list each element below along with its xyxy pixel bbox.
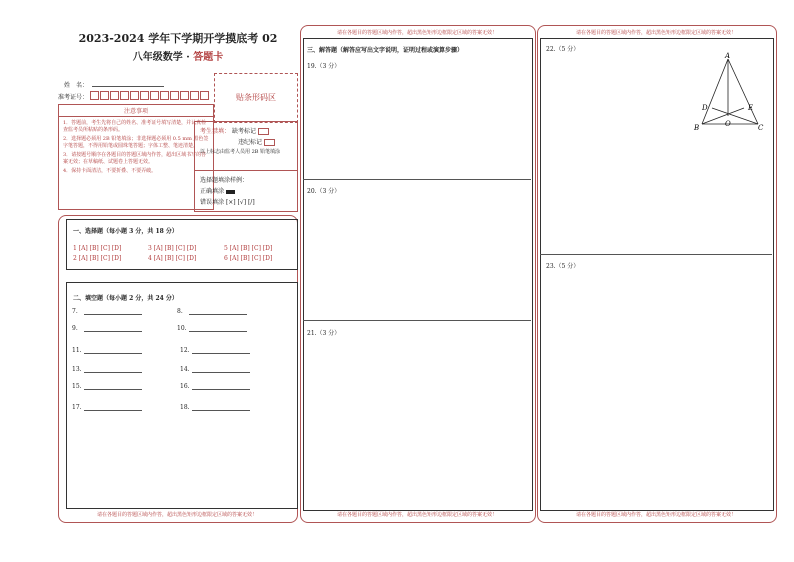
divider-19-20 bbox=[303, 179, 531, 180]
violation-label: 违纪标记 bbox=[238, 139, 263, 146]
absent-note: 以上标志由监考人员用 2B 铅笔填涂 bbox=[200, 149, 281, 155]
exam-number-cell[interactable] bbox=[110, 91, 119, 100]
section2-title: 二、填空题（每小题 2 分，共 24 分） bbox=[73, 295, 178, 302]
notice-right-top: 请在各题目的答题区域内作答，超出黑色矩形边框限定区域的答案无效！ bbox=[575, 30, 736, 36]
exam-number-cell[interactable] bbox=[130, 91, 139, 100]
blank-10[interactable] bbox=[189, 331, 247, 332]
notice-middle-bottom: 请在各题目的答题区域内作答，超出黑色矩形边框限定区域的答案无效！ bbox=[336, 512, 497, 518]
blank-7[interactable] bbox=[84, 314, 142, 315]
blank-9[interactable] bbox=[84, 331, 142, 332]
choice-row-2-col-3[interactable]: 6 [A] [B] [C] [D] bbox=[224, 255, 273, 262]
note-item-2: 2．选择题必须用 2B 铅笔填涂；非选择题必须用 0.5 mm 黑色签字笔答题，不得用铅笔或圆珠笔答题；字体工整、笔迹清楚。 bbox=[63, 136, 209, 149]
notes-heading: 注意事项 bbox=[59, 105, 213, 117]
barcode-area bbox=[214, 73, 298, 123]
subject-label: 八年级数学 bbox=[132, 52, 183, 63]
segment-be bbox=[702, 108, 744, 124]
exam-number-cell[interactable] bbox=[180, 91, 189, 100]
fill-sample-label: 选择题填涂样例： bbox=[200, 177, 249, 184]
notes-box bbox=[58, 104, 214, 210]
segment-ac bbox=[728, 59, 758, 124]
exam-number-cell[interactable] bbox=[170, 91, 179, 100]
blank-8[interactable] bbox=[189, 314, 247, 315]
note-item-1: 1．答题前，考生先将自己的姓名、准考证号填写清楚，并认真检查监考员所粘贴的条形码。 bbox=[63, 120, 207, 133]
divider-22-23 bbox=[540, 254, 772, 255]
question-20-label: 20.（3 分） bbox=[307, 188, 341, 195]
question-19-label: 19.（3 分） bbox=[307, 63, 341, 70]
question-21-label: 21.（3 分） bbox=[307, 330, 341, 337]
blank-label-7: 7. bbox=[72, 308, 78, 315]
middle-answer-box bbox=[303, 38, 533, 511]
barcode-label: 贴条形码区 bbox=[236, 93, 276, 102]
blank-label-16: 16. bbox=[180, 383, 190, 390]
question-23-label: 23.（5 分） bbox=[546, 263, 580, 270]
wrong-fill-label: 错误填涂 bbox=[200, 199, 225, 206]
choice-row-1-col-1[interactable]: 1 [A] [B] [C] [D] bbox=[73, 245, 122, 252]
blank-17[interactable] bbox=[84, 410, 142, 411]
exam-number-cell[interactable] bbox=[120, 91, 129, 100]
triangle-figure bbox=[690, 50, 770, 134]
label-d: D bbox=[702, 104, 708, 112]
correct-fill-label: 正确填涂 bbox=[200, 188, 225, 195]
correct-fill-sample bbox=[226, 190, 235, 194]
exam-number-label: 准考证号： bbox=[58, 94, 89, 101]
exam-title: 2023-2024 学年下学期开学摸底考 02 bbox=[78, 32, 278, 45]
blank-label-17: 17. bbox=[72, 404, 82, 411]
question-22-label: 22.（5 分） bbox=[546, 46, 580, 53]
segment-ab bbox=[702, 59, 728, 124]
blank-label-15: 15. bbox=[72, 383, 82, 390]
violation-mark-box[interactable] bbox=[264, 139, 275, 146]
exam-number-cell[interactable] bbox=[160, 91, 169, 100]
exam-number-cell[interactable] bbox=[200, 91, 209, 100]
blank-15[interactable] bbox=[84, 389, 142, 390]
blank-11[interactable] bbox=[84, 353, 142, 354]
label-o: O bbox=[725, 120, 731, 128]
exam-number-cell[interactable] bbox=[150, 91, 159, 100]
answer-sheet-tag: 答题卡 bbox=[193, 52, 224, 63]
section1-title: 一、选择题（每小题 3 分，共 18 分） bbox=[73, 228, 178, 235]
blank-16[interactable] bbox=[192, 389, 250, 390]
blank-label-18: 18. bbox=[180, 404, 190, 411]
notice-right-bottom: 请在各题目的答题区域内作答，超出黑色矩形边框限定区域的答案无效！ bbox=[575, 512, 736, 518]
blank-14[interactable] bbox=[192, 372, 250, 373]
missing-mark-box[interactable] bbox=[258, 128, 269, 135]
divider-20-21 bbox=[303, 320, 531, 321]
blank-label-11: 11. bbox=[72, 347, 82, 354]
choice-row-1-col-3[interactable]: 5 [A] [B] [C] [D] bbox=[224, 245, 273, 252]
label-a: A bbox=[725, 52, 731, 60]
blank-13[interactable] bbox=[84, 372, 142, 373]
absent-box bbox=[194, 121, 298, 171]
blank-label-10: 10. bbox=[177, 325, 187, 332]
notice-left: 请在各题目的答题区域内作答，超出黑色矩形边框限定区域的答案无效！ bbox=[96, 512, 257, 518]
blank-label-8: 8. bbox=[177, 308, 183, 315]
exam-number-cell[interactable] bbox=[140, 91, 149, 100]
fill-sample-box bbox=[194, 170, 298, 212]
blank-18[interactable] bbox=[192, 410, 250, 411]
blank-label-13: 13. bbox=[72, 366, 82, 373]
section3-title: 三、解答题（解答应写出文字说明，证明过程或演算步骤） bbox=[307, 47, 464, 54]
exam-number-cell[interactable] bbox=[190, 91, 199, 100]
note-item-4: 4．保持卡面清洁，不要折叠、不要弄破。 bbox=[63, 168, 157, 174]
wrong-fill-marks: [×] [√] [/] bbox=[225, 199, 255, 206]
absent-label: 考生禁填： bbox=[200, 128, 231, 135]
note-item-3: 3．请按题号顺序在各题目的答题区域内作答，超出区域书写的答案无效；在草稿纸、试题卷上答题无效。 bbox=[63, 152, 207, 165]
blank-label-14: 14. bbox=[180, 366, 190, 373]
exam-subtitle: 八年级数学 · 答题卡 bbox=[132, 52, 224, 63]
blank-12[interactable] bbox=[192, 353, 250, 354]
exam-number-cell[interactable] bbox=[90, 91, 99, 100]
exam-number-cell[interactable] bbox=[100, 91, 109, 100]
missing-label: 缺考标记 bbox=[231, 128, 256, 135]
choice-row-2-col-2[interactable]: 4 [A] [B] [C] [D] bbox=[148, 255, 197, 262]
blank-label-9: 9. bbox=[72, 325, 78, 332]
notice-middle-top: 请在各题目的答题区域内作答，超出黑色矩形边框限定区域的答案无效！ bbox=[336, 30, 497, 36]
label-e: E bbox=[748, 104, 754, 112]
blank-label-12: 12. bbox=[180, 347, 190, 354]
label-c: C bbox=[758, 124, 764, 132]
section2-box bbox=[66, 282, 298, 509]
section1-box bbox=[66, 219, 298, 270]
name-field[interactable] bbox=[92, 86, 164, 87]
choice-row-1-col-2[interactable]: 3 [A] [B] [C] [D] bbox=[148, 245, 197, 252]
label-b: B bbox=[694, 124, 700, 132]
exam-number-boxes[interactable] bbox=[90, 91, 212, 101]
choice-row-2-col-1[interactable]: 2 [A] [B] [C] [D] bbox=[73, 255, 122, 262]
name-label: 姓 名： bbox=[64, 82, 89, 89]
